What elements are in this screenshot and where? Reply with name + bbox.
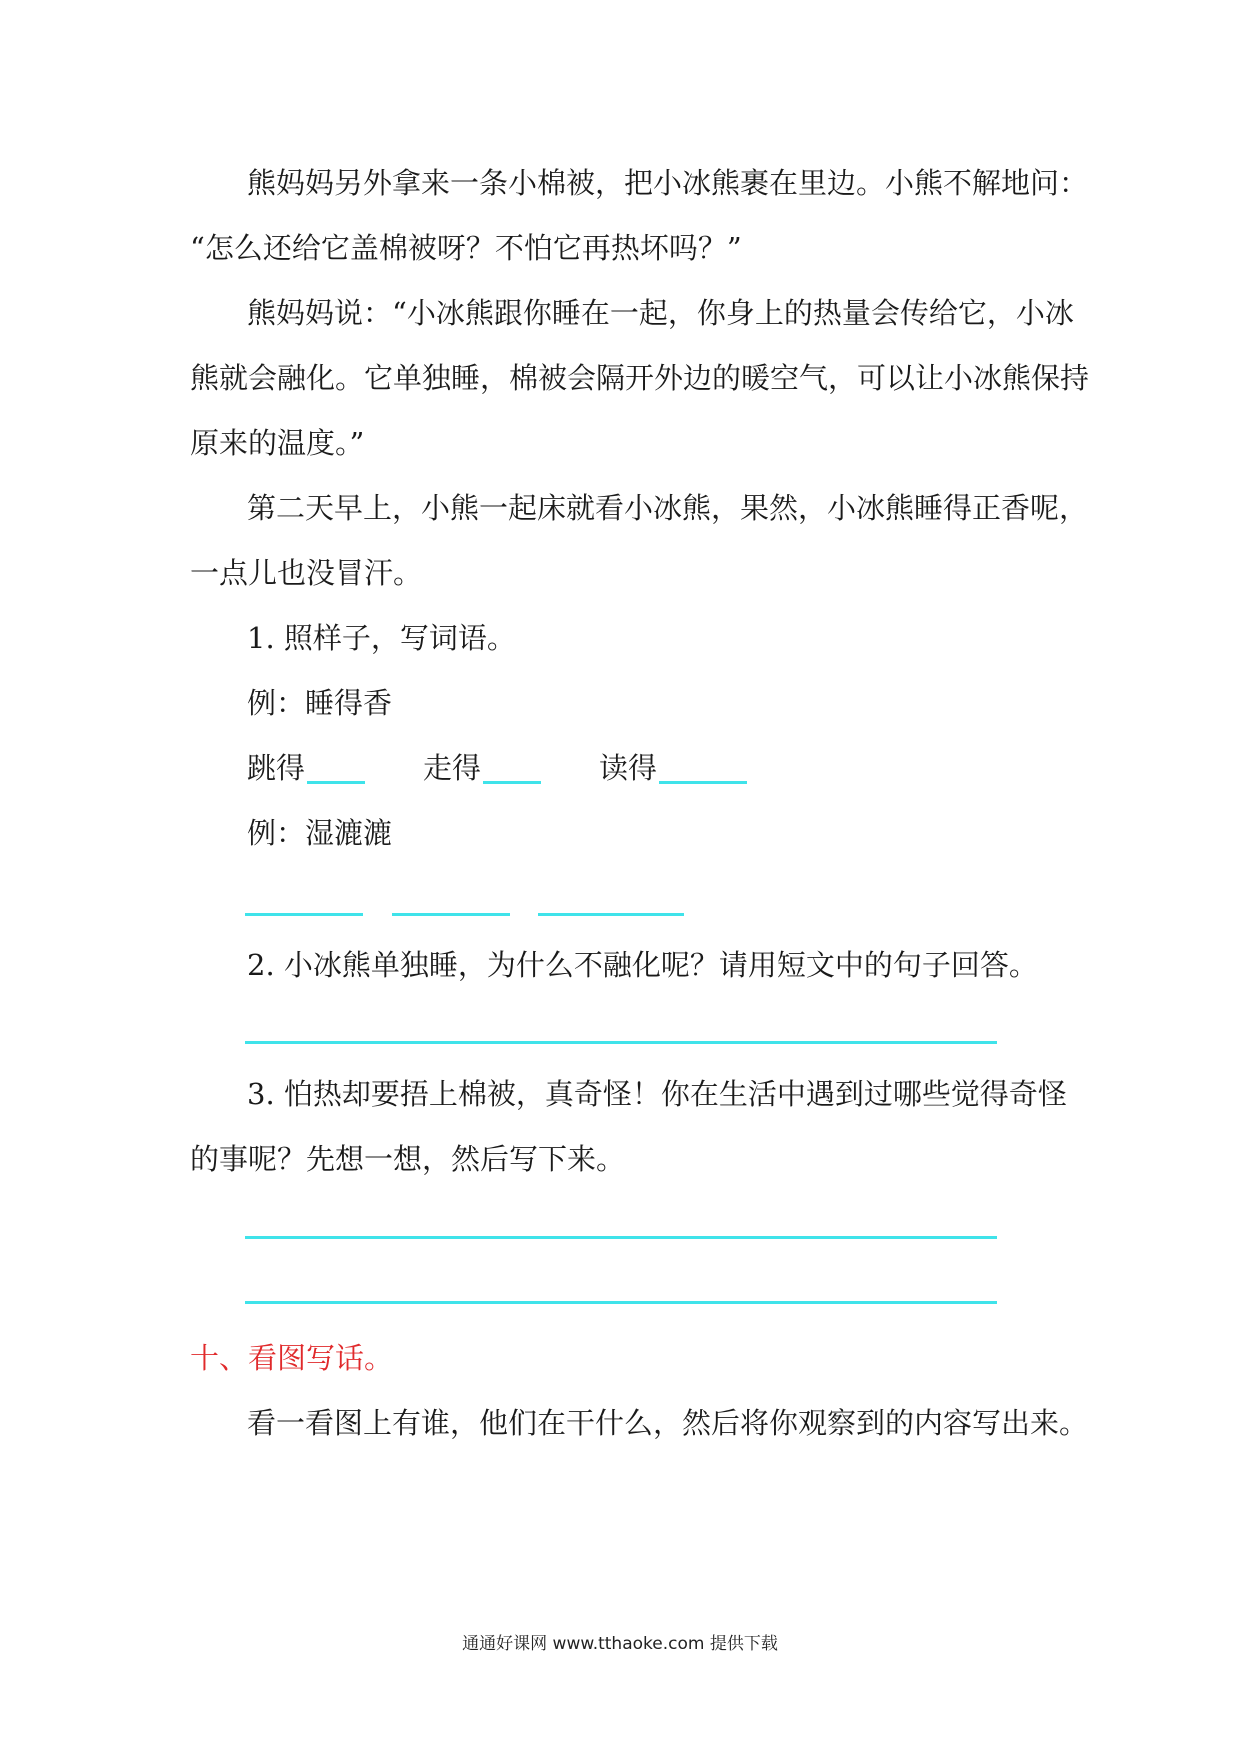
answer-blank[interactable] <box>538 913 684 916</box>
question-1-title: 1. 照样子，写词语。 <box>247 621 516 655</box>
question-2-title: 2. 小冰熊单独睡，为什么不融化呢？请用短文中的句子回答。 <box>247 948 1038 982</box>
question-1-example-2: 例：湿漉漉 <box>247 816 393 850</box>
passage-line: 熊妈妈另外拿来一条小棉被，把小冰熊裹在里边。小熊不解地问： <box>247 166 1089 200</box>
question-1-example-1: 例：睡得香 <box>247 686 393 720</box>
section-instruction: 看一看图上有谁，他们在干什么，然后将你观察到的内容写出来。 <box>247 1406 1089 1440</box>
page-footer: 通通好课网 www.tthaoke.com 提供下载 <box>462 1634 778 1654</box>
passage-line: “怎么还给它盖棉被呀？不怕它再热坏吗？” <box>190 231 742 265</box>
passage-line: 熊就会融化。它单独睡，棉被会隔开外边的暖空气，可以让小冰熊保持 <box>190 361 1090 395</box>
answer-blank[interactable] <box>392 913 510 916</box>
answer-line[interactable] <box>245 1236 997 1239</box>
question-3-line: 的事呢？先想一想，然后写下来。 <box>190 1142 626 1176</box>
answer-blank[interactable] <box>245 913 363 916</box>
fill-word-1: 跳得 <box>247 751 306 785</box>
passage-line: 第二天早上，小熊一起床就看小冰熊，果然，小冰熊睡得正香呢， <box>247 491 1089 525</box>
passage-line: 原来的温度。” <box>190 426 365 460</box>
answer-line[interactable] <box>245 1041 997 1044</box>
question-3-line: 3. 怕热却要捂上棉被，真奇怪！你在生活中遇到过哪些觉得奇怪 <box>247 1077 1067 1111</box>
fill-word-2: 走得 <box>423 751 482 785</box>
passage-line: 一点儿也没冒汗。 <box>190 556 423 590</box>
answer-blank[interactable] <box>307 781 365 784</box>
answer-blank[interactable] <box>659 781 747 784</box>
passage-line: 熊妈妈说：“小冰熊跟你睡在一起，你身上的热量会传给它，小冰 <box>247 296 1074 330</box>
answer-line[interactable] <box>245 1301 997 1304</box>
answer-blank[interactable] <box>483 781 541 784</box>
section-heading: 十、看图写话。 <box>190 1341 394 1375</box>
fill-word-3: 读得 <box>599 751 658 785</box>
question-1-fill-row <box>247 748 747 788</box>
